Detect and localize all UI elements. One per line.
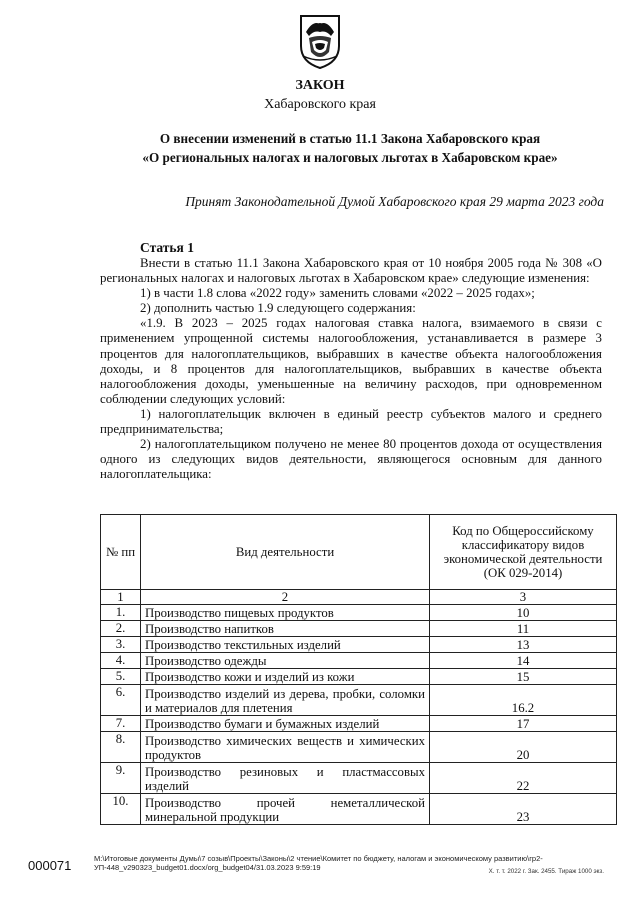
activities-table <box>100 514 617 825</box>
row-code: 20 <box>430 732 617 763</box>
law-heading-line1: О внесении изменений в статью 11.1 Закона Хабаровского края <box>159 131 541 146</box>
coat-of-arms-emblem <box>297 12 343 70</box>
law-title: ЗАКОН <box>295 78 345 93</box>
law-heading-line2: «О региональных налогах и налоговых льготах в Хабаровском крае» <box>142 150 558 165</box>
table-row <box>101 763 617 794</box>
paragraph-5: 1) налогоплательщик включен в единый реестр субъектов малого и среднего предпринимательства; <box>100 406 602 437</box>
row-number: 7. <box>101 716 141 732</box>
row-code: 10 <box>430 605 617 621</box>
table-row <box>101 605 617 621</box>
row-code: 17 <box>430 716 617 732</box>
row-number: 10. <box>101 794 141 825</box>
header-activity: Вид деятельности <box>141 515 430 590</box>
row-activity: Производство химических веществ и химических продуктов <box>141 732 430 763</box>
row-code: 14 <box>430 653 617 669</box>
row-code: 22 <box>430 763 617 794</box>
row-number: 5. <box>101 669 141 685</box>
row-activity: Производство пищевых продуктов <box>141 605 430 621</box>
row-code: 13 <box>430 637 617 653</box>
table-header-row <box>101 515 617 590</box>
row-number: 6. <box>101 685 141 716</box>
row-activity: Производство текстильных изделий <box>141 637 430 653</box>
table-row <box>101 669 617 685</box>
table-column-numbers <box>101 590 617 605</box>
paragraph-6: 2) налогоплательщиком получено не менее 80 процентов дохода от осуществления одного из следующих видов деятельности, являющегося основным для данного налогоплательщика: <box>100 437 602 482</box>
law-heading <box>120 129 580 167</box>
row-number: 1. <box>101 605 141 621</box>
paragraph-1: Внести в статью 11.1 Закона Хабаровского края от 10 ноября 2005 года № 308 «О региональных налогах и налоговых льготах в Хабаровском крае» следующие изменения: <box>100 256 602 286</box>
table-row <box>101 637 617 653</box>
row-activity: Производство кожи и изделий из кожи <box>141 669 430 685</box>
row-activity: Производство резиновых и пластмассовых изделий <box>141 763 430 794</box>
column-number-1: 1 <box>101 590 141 605</box>
paragraph-2: 1) в части 1.8 слова «2022 году» заменить словами «2022 – 2025 годах»; <box>140 286 535 301</box>
document-number: 000071 <box>28 858 72 873</box>
table-row <box>101 621 617 637</box>
row-activity: Производство одежды <box>141 653 430 669</box>
article-body <box>100 256 602 482</box>
row-code: 15 <box>430 669 617 685</box>
row-code: 23 <box>430 794 617 825</box>
row-code: 11 <box>430 621 617 637</box>
header-number: № пп <box>101 515 141 590</box>
row-number: 3. <box>101 637 141 653</box>
row-code: 16.2 <box>430 685 617 716</box>
row-activity: Производство бумаги и бумажных изделий <box>141 716 430 732</box>
paragraph-4: «1.9. В 2023 – 2025 годах налоговая ставка налога, взимаемого в связи с применением упрощенной системы налогообложения, устанавливается в размере 3 процентов для налогоплательщиков, выбравших в качестве объекта налогообложения доходы, и 8 процентов для налогоплательщиков, выбравших в качестве объекта налогообложения доходы, уменьшенные на величину расходов, при одновременном соблюдении следующих условий: <box>100 316 602 406</box>
law-region: Хабаровского края <box>264 97 376 112</box>
adoption-note: Принят Законодательной Думой Хабаровского края 29 марта 2023 года <box>185 194 604 209</box>
table-row <box>101 794 617 825</box>
row-activity: Производство напитков <box>141 621 430 637</box>
header-code: Код по Общероссийскому классификатору видов экономической деятельности (ОК 029-2014) <box>430 515 617 590</box>
paragraph-3: 2) дополнить частью 1.9 следующего содержания: <box>140 301 416 316</box>
column-number-3: 3 <box>430 590 617 605</box>
file-path: M:\Итоговые документы Думы\7 созыв\Проекты\Законы\2 чтение\Комитет по бюджету, налогам и экономическому развитию\гр2-УП-448_v290323_budget01.docx/org_budget04/31.03.2023 9:59:19 <box>94 854 543 872</box>
row-activity: Производство прочей неметаллической минеральной продукции <box>141 794 430 825</box>
table-row <box>101 732 617 763</box>
print-info: Х. т. т. 2022 г. Зак. 2455. Тираж 1000 экз. <box>488 868 604 875</box>
table-row <box>101 685 617 716</box>
table-row <box>101 653 617 669</box>
row-number: 9. <box>101 763 141 794</box>
row-activity: Производство изделий из дерева, пробки, соломки и материалов для плетения <box>141 685 430 716</box>
table-row <box>101 716 617 732</box>
column-number-2: 2 <box>141 590 430 605</box>
row-number: 8. <box>101 732 141 763</box>
article-title: Статья 1 <box>140 240 194 255</box>
row-number: 4. <box>101 653 141 669</box>
row-number: 2. <box>101 621 141 637</box>
